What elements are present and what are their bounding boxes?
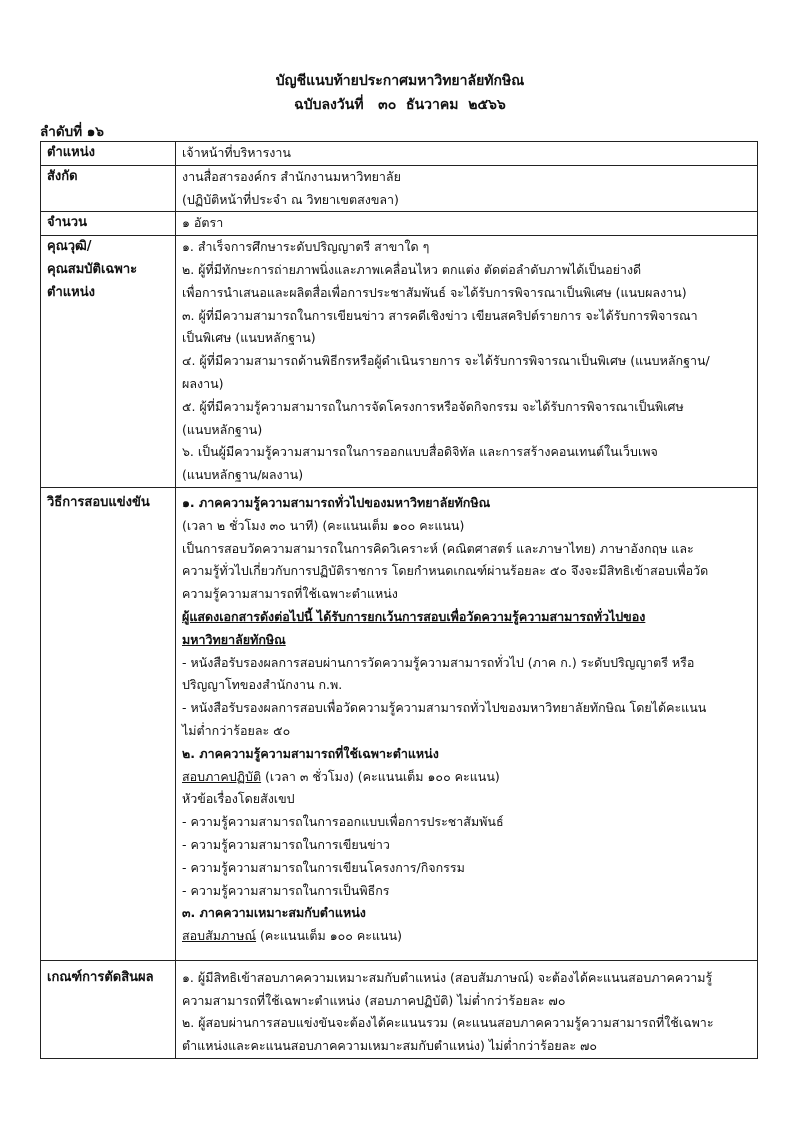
text-line: ไม่ต่ำกว่าร้อยละ ๕๐ <box>182 722 291 738</box>
practical-detail: (เวลา ๓ ชั่วโมง) (คะแนนเต็ม ๑๐๐ คะแนน) <box>261 768 500 784</box>
exemption-heading: ผู้แสดงเอกสารดังต่อไปนี้ ได้รับการยกเว้นการสอบเพื่อวัดความรู้ความสามารถทั่วไปของ <box>182 608 646 624</box>
label-affiliation: สังกัด <box>41 165 176 212</box>
text-line: (เวลา ๒ ชั่วโมง ๓๐ นาที) (คะแนนเต็ม ๑๐๐ คะแนน) <box>182 517 465 533</box>
value-position: เจ้าหน้าที่บริหารงาน <box>176 142 758 166</box>
text-line: ความรู้ความสามารถที่ใช้เฉพาะตำแหน่ง <box>182 586 398 602</box>
text-line: ๑. ผู้มีสิทธิเข้าสอบภาคความเหมาะสมกับตำแหน่ง (สอบสัมภาษณ์) จะต้องได้คะแนนสอบภาคความรู้ <box>182 969 713 985</box>
text-line: (แนบหลักฐาน) <box>182 421 263 437</box>
value-exam <box>176 487 758 960</box>
topic-item: - ความรู้ความสามารถในการออกแบบเพื่อการประชาสัมพันธ์ <box>182 814 504 830</box>
interview-label: สอบสัมภาษณ์ <box>182 928 257 944</box>
text-line: เป็นการสอบวัดความสามารถในการคิดวิเคราะห์ (คณิตศาสตร์ และภาษาไทย) ภาษาอังกฤษ และ <box>182 540 694 556</box>
interview-line <box>182 925 751 948</box>
label-line: คุณวุฒิ/ <box>47 239 92 255</box>
section-heading: ๒. ภาคความรู้ความสามารถที่ใช้เฉพาะตำแหน่ง <box>182 745 439 761</box>
text-line: ๒. ผู้ที่มีทักษะการถ่ายภาพนิ่งและภาพเคลื่อนไหว ตกแต่ง ตัดต่อลำดับภาพได้เป็นอย่างดี <box>182 261 642 277</box>
topic-item: - ความรู้ความสามารถในการเขียนข่าว <box>182 836 390 852</box>
topic-item: - ความรู้ความสามารถในการเป็นพิธีกร <box>182 882 390 898</box>
text-line: ตำแหน่งและคะแนนสอบภาคความเหมาะสมกับตำแหน่ง) ไม่ต่ำกว่าร้อยละ ๗๐ <box>182 1038 598 1054</box>
text-line: (แนบหลักฐาน/ผลงาน) <box>182 467 304 483</box>
value-criteria <box>176 960 758 1058</box>
text-line: หัวข้อเรื่องโดยสังเขป <box>182 791 295 807</box>
text-line: ๓. ผู้ที่มีความสามารถในการเขียนข่าว สารคดีเชิงข่าว เขียนสคริปต์รายการ จะได้รับการพิจารณา <box>182 307 698 323</box>
text-line: (ปฏิบัติหน้าที่ประจำ ณ วิทยาเขตสงขลา) <box>182 191 399 207</box>
section-heading: ๓. ภาคความเหมาะสมกับตำแหน่ง <box>182 905 366 921</box>
text-line: เพื่อการนำเสนอและผลิตสื่อเพื่อการประชาสัมพันธ์ จะได้รับการพิจารณาเป็นพิเศษ (แนบผลงาน) <box>182 284 687 300</box>
document-date: ฉบับลงวันที่ ๓๐ ธันวาคม ๒๕๖๖ <box>294 97 506 113</box>
exemption-heading: มหาวิทยาลัยทักษิณ <box>182 631 286 647</box>
label-exam: วิธีการสอบแข่งขัน <box>41 487 176 960</box>
text-line: งานสื่อสารองค์กร สำนักงานมหาวิทยาลัย <box>182 168 401 184</box>
label-criteria: เกณฑ์การตัดสินผล <box>41 960 176 1058</box>
practical-label: สอบภาคปฏิบัติ <box>182 768 262 784</box>
label-qualifications <box>41 236 176 488</box>
text-line: ๕. ผู้ที่มีความรู้ความสามารถในการจัดโครงการหรือจัดกิจกรรม จะได้รับการพิจารณาเป็นพิเศษ <box>182 398 684 414</box>
value-quantity: ๑ อัตรา <box>176 212 758 236</box>
value-qualifications <box>176 236 758 488</box>
document-title: บัญชีแนบท้ายประกาศมหาวิทยาลัยทักษิณ <box>275 73 525 89</box>
text-line: ๖. เป็นผู้มีความรู้ความสามารถในการออกแบบสื่อดิจิทัล และการสร้างคอนเทนต์ในเว็บเพจ <box>182 444 658 460</box>
text-line: ปริญญาโทของสำนักงาน ก.พ. <box>182 677 343 693</box>
label-line: ตำแหน่ง <box>47 284 95 300</box>
text-line: ๒. ผู้สอบผ่านการสอบแข่งขันจะต้องได้คะแนนรวม (คะแนนสอบภาคความรู้ความสามารถที่ใช้เฉพาะ <box>182 1015 714 1031</box>
row-criteria <box>41 960 758 1058</box>
text-line: ความรู้ทั่วไปเกี่ยวกับการปฏิบัติราชการ โดยกำหนดเกณฑ์ผ่านร้อยละ ๕๐ จึงจะมีสิทธิเข้าสอบเพื่อวัด <box>182 563 709 579</box>
interview-detail: (คะแนนเต็ม ๑๐๐ คะแนน) <box>256 928 402 944</box>
text-line: - หนังสือรับรองผลการสอบเพื่อวัดความรู้ความสามารถทั่วไปของมหาวิทยาลัยทักษิณ โดยได้คะแนน <box>182 700 707 716</box>
row-quantity <box>41 212 758 236</box>
practical-line <box>182 766 751 789</box>
text-line: ผลงาน) <box>182 375 224 391</box>
value-affiliation <box>176 165 758 212</box>
text-line: - หนังสือรับรองผลการสอบผ่านการวัดความรู้ความสามารถทั่วไป (ภาค ก.) ระดับปริญญาตรี หรือ <box>182 654 695 670</box>
position-table <box>40 141 758 1059</box>
row-exam <box>41 487 758 960</box>
topic-item: - ความรู้ความสามารถในการเขียนโครงการ/กิจกรรม <box>182 859 465 875</box>
text-line: ความสามารถที่ใช้เฉพาะตำแหน่ง (สอบภาคปฏิบัติ) ไม่ต่ำกว่าร้อยละ ๗๐ <box>182 992 566 1008</box>
text-line: ๔. ผู้ที่มีความสามารถด้านพิธีกรหรือผู้ดำเนินรายการ จะได้รับการพิจารณาเป็นพิเศษ (แนบหลักฐาน/ <box>182 353 710 369</box>
text-line: เป็นพิเศษ (แนบหลักฐาน) <box>182 330 316 346</box>
text-line: ๑. สำเร็จการศึกษาระดับปริญญาตรี สาขาใด ๆ <box>182 239 430 255</box>
sequence-number: ลำดับที่ ๑๖ <box>40 124 104 140</box>
label-quantity: จำนวน <box>41 212 176 236</box>
row-position <box>41 142 758 166</box>
label-position: ตำแหน่ง <box>41 142 176 166</box>
section-heading: ๑. ภาคความรู้ความสามารถทั่วไปของมหาวิทยาลัยทักษิณ <box>182 494 491 510</box>
row-affiliation <box>41 165 758 212</box>
row-qualifications <box>41 236 758 488</box>
label-line: คุณสมบัติเฉพาะ <box>47 261 138 277</box>
